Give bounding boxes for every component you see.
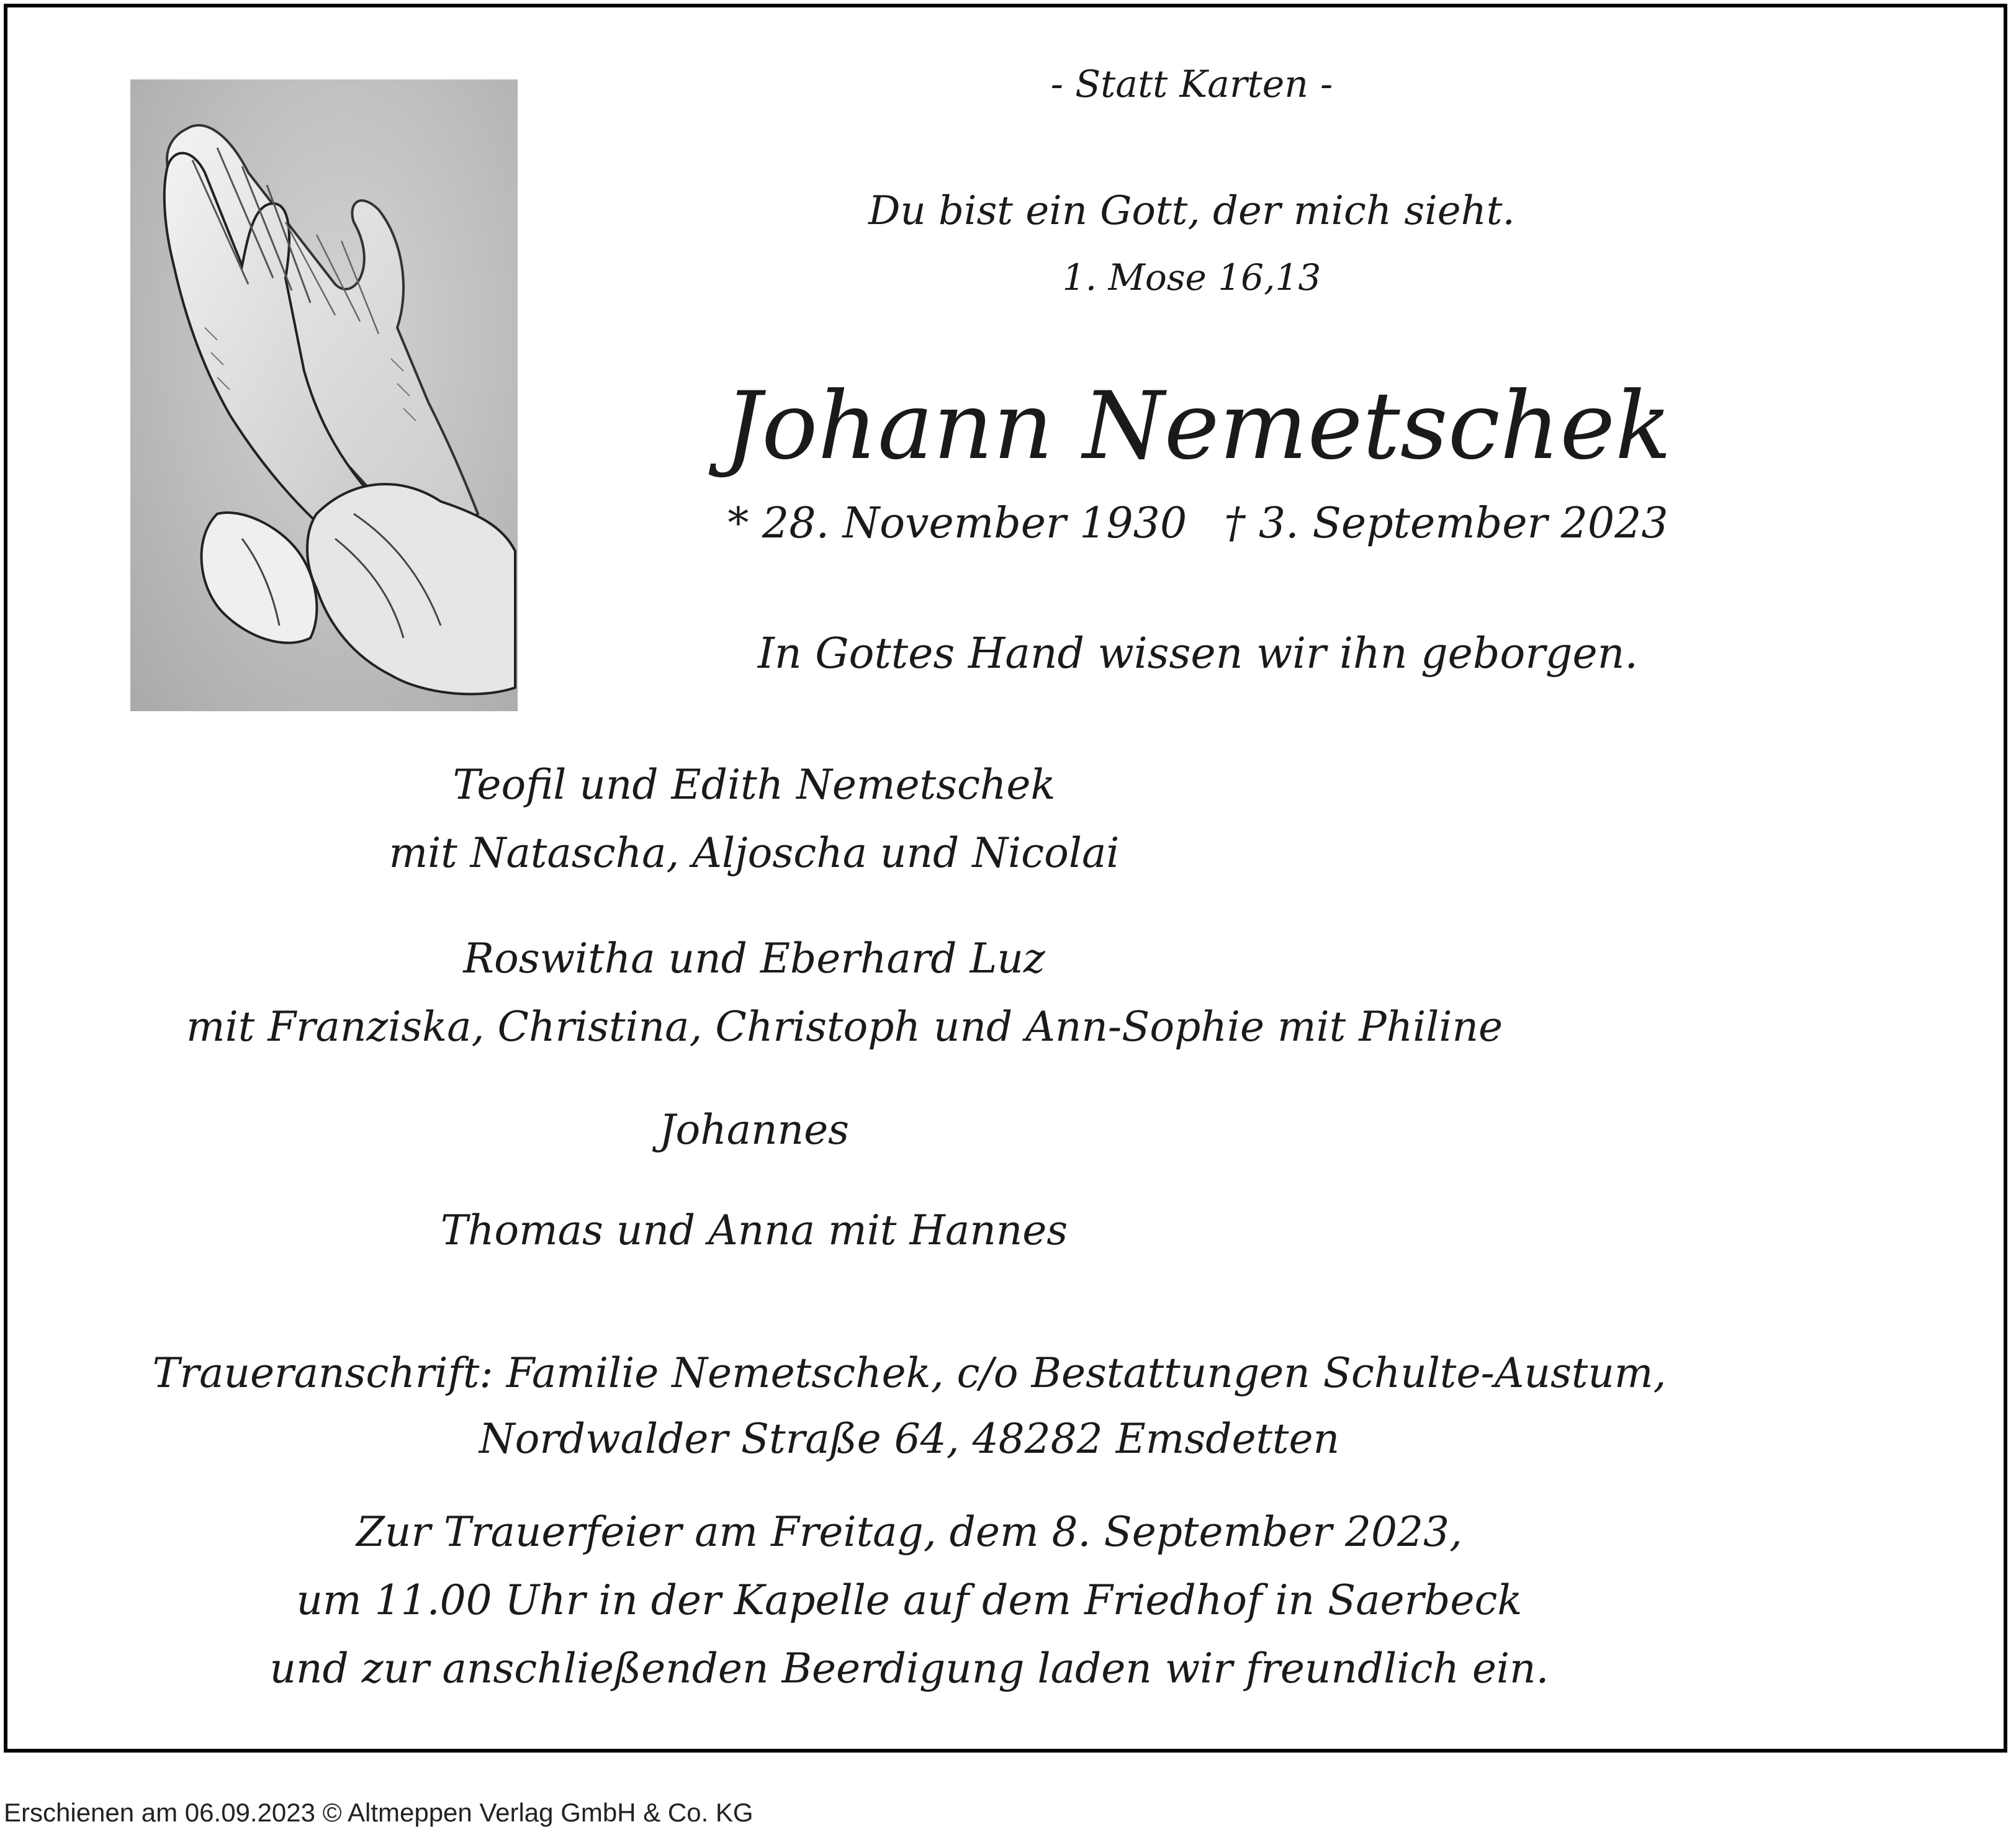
family-line: Roswitha und Eberhard Luz <box>463 935 1045 982</box>
family-line: Thomas und Anna mit Hannes <box>440 1206 1068 1254</box>
deceased-name: Johann Nemetschek <box>724 372 1672 480</box>
bible-verse: Du bist ein Gott, der mich sieht. <box>868 188 1515 234</box>
family-line: mit Natascha, Aljoscha und Nicolai <box>389 829 1120 877</box>
funeral-info: um 11.00 Uhr in der Kapelle auf dem Friedhof in Saerbeck <box>296 1576 1523 1624</box>
birth-date: * 28. November 1930 <box>727 499 1187 548</box>
family-line: Teofil und Edith Nemetschek <box>452 761 1056 809</box>
mourning-address: Nordwalder Straße 64, 48282 Emsdetten <box>479 1415 1340 1463</box>
death-date: † 3. September 2023 <box>1224 499 1668 548</box>
praying-hands-icon <box>130 79 518 711</box>
verse-reference: 1. Mose 16,13 <box>1062 256 1321 299</box>
life-dates <box>664 499 1732 548</box>
family-line: mit Franziska, Christina, Christoph und Ann-Sophie mit Philine <box>186 1003 1503 1051</box>
memorial-quote: In Gottes Hand wissen wir ihn geborgen. <box>757 629 1639 678</box>
praying-hands-image <box>130 79 518 711</box>
family-line: Johannes <box>659 1106 849 1154</box>
tagline: - Statt Karten - <box>1050 63 1333 106</box>
mourning-address: Traueranschrift: Familie Nemetschek, c/o Bestattungen Schulte-Austum, <box>152 1349 1667 1397</box>
publication-footer: Erschienen am 06.09.2023 © Altmeppen Verlag GmbH & Co. KG <box>4 1798 754 1827</box>
funeral-info: Zur Trauerfeier am Freitag, dem 8. September 2023, <box>356 1508 1462 1556</box>
funeral-info: und zur anschließenden Beerdigung laden wir freundlich ein. <box>269 1645 1549 1692</box>
